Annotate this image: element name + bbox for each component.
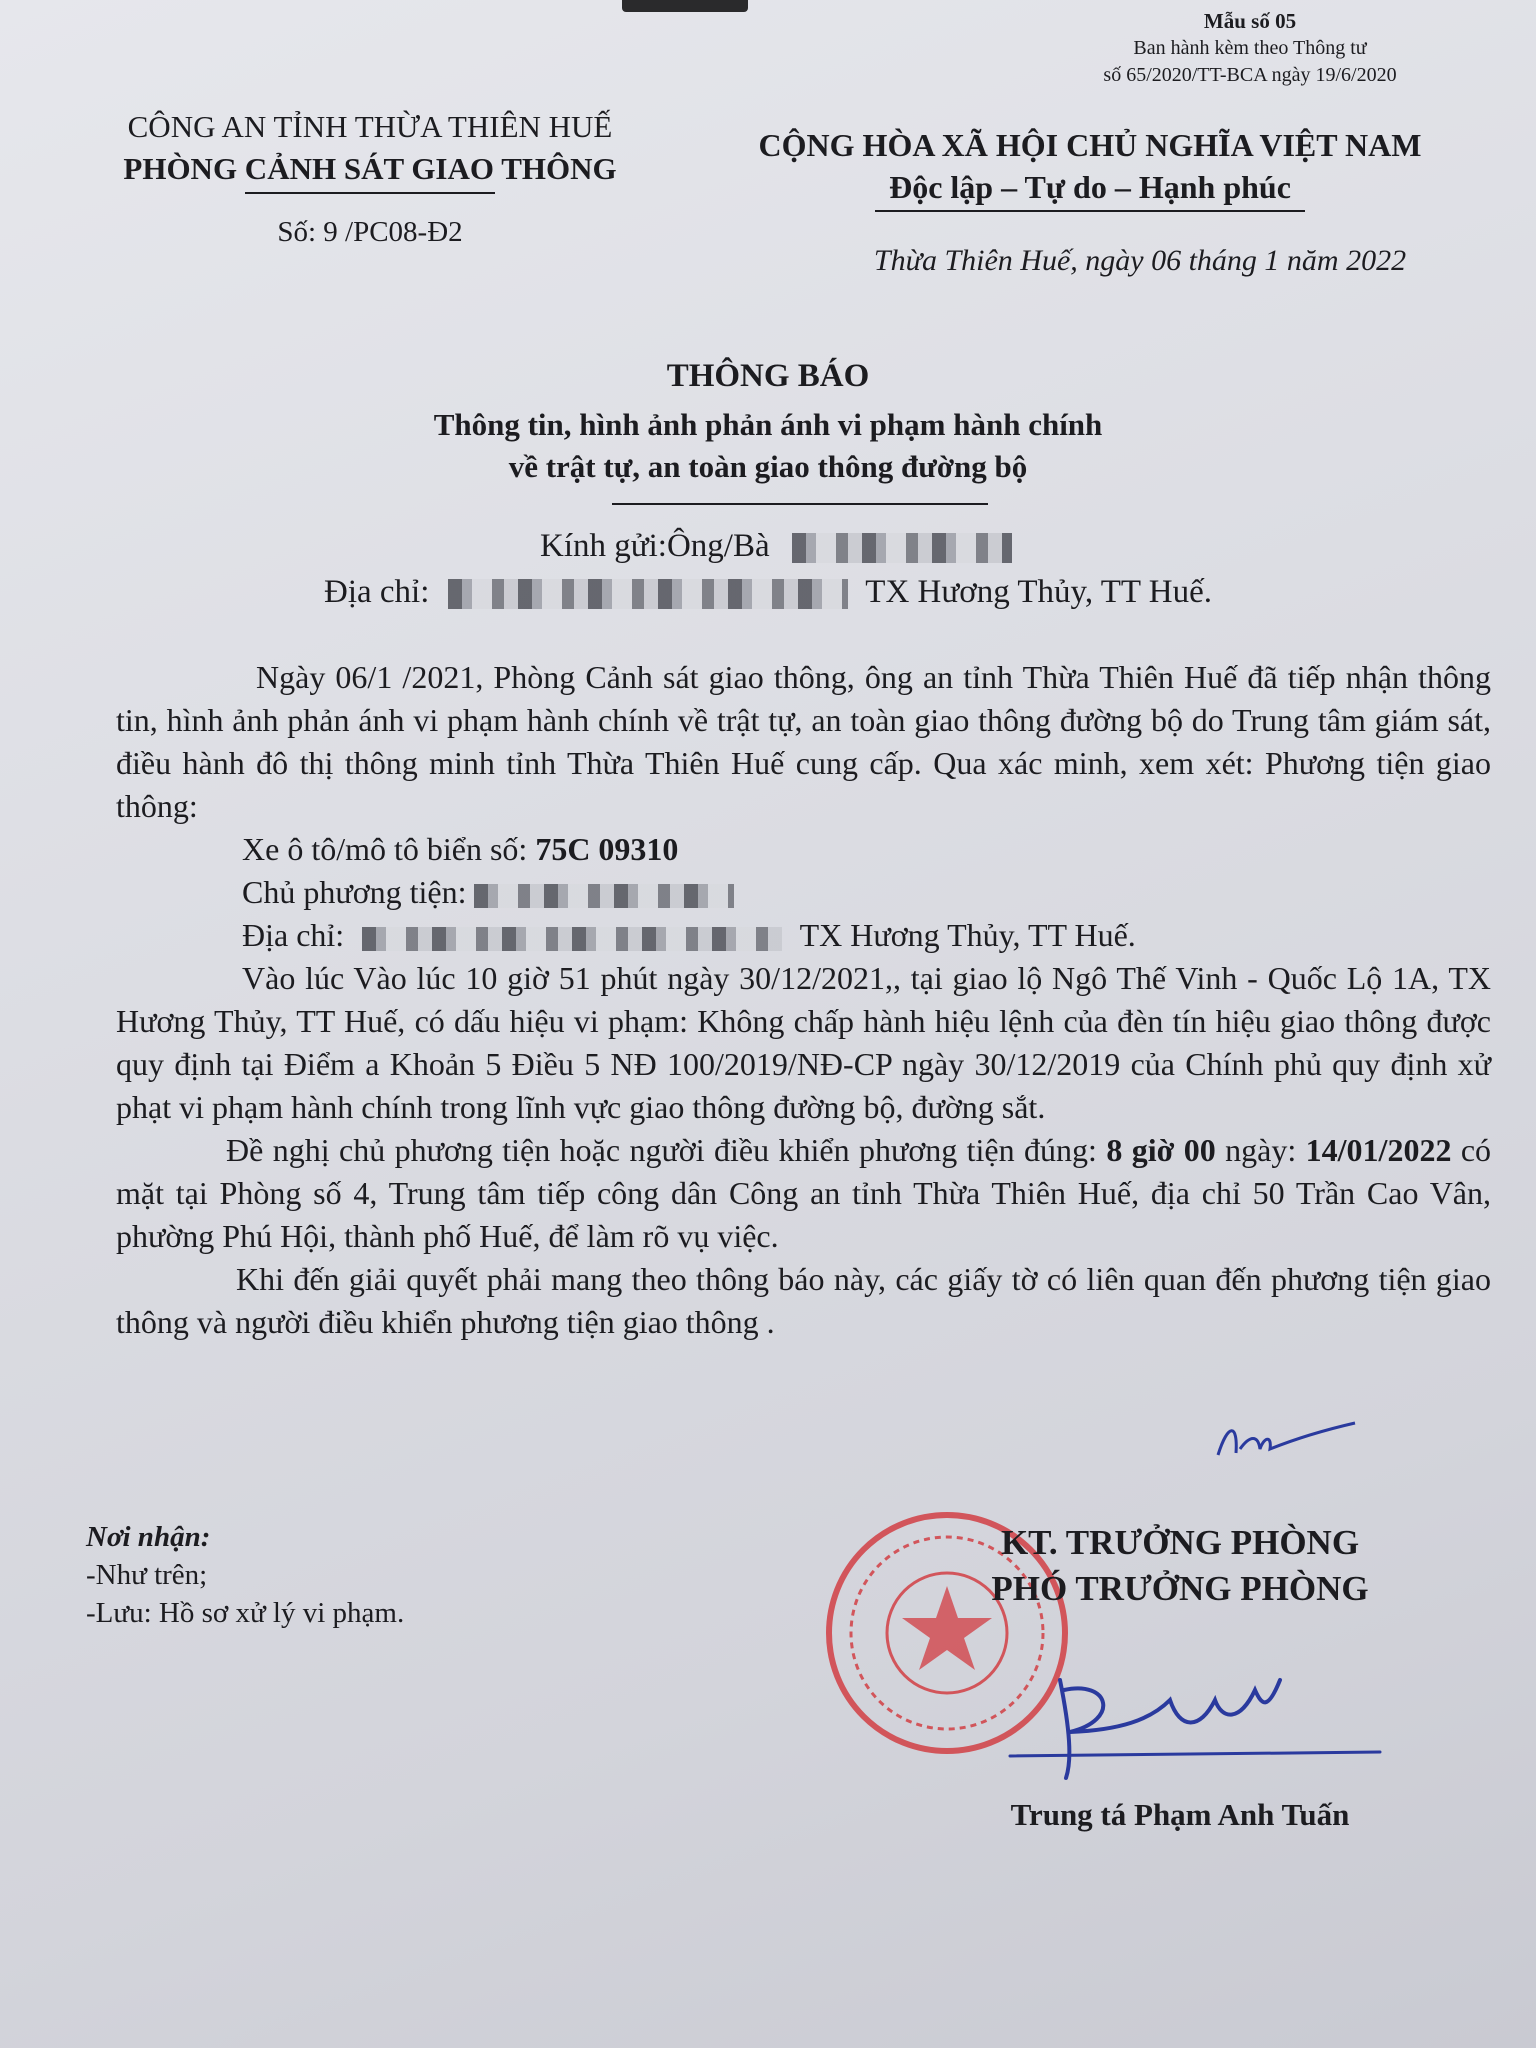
notice-body [116,656,1491,1344]
request-part2: có mặt tại Phòng số 4, Trung tâm tiếp công dân Công an tỉnh Thừa Thiên Huế, địa chỉ 50 Trần Cao Vân, phường Phú Hội, thành phố Huế, để làm rõ vụ việc. [116,1132,1492,1254]
notice-subtitle-line1: Thông tin, hình ảnh phản ánh vi phạm hành chính [433,407,1103,442]
redacted-address [448,579,848,609]
redacted-name [792,533,1012,563]
redacted-owner [474,884,734,908]
nation-name: CỘNG HÒA XÃ HỘI CHỦ NGHĨA VIỆT NAM [758,127,1422,163]
greeting-label: Kính gửi:Ông/Bà [540,528,770,564]
address-tail: TX Hương Thủy, TT Huế. [865,574,1212,610]
request-day-label: ngày: [1225,1132,1297,1168]
recipients-item-1: -Như trên; [86,1559,208,1591]
signature-title-line2: PHÓ TRƯỞNG PHÒNG [991,1569,1369,1608]
nation-header [690,124,1490,212]
signer-name: Trung tá Phạm Anh Tuấn [1010,1797,1350,1832]
owner-label: Chủ phương tiện: [242,874,467,910]
clipboard-clip [622,0,748,12]
paragraph-request [116,1129,1491,1258]
agency-underline [245,192,495,194]
owner-address-line [116,914,1491,957]
motto-underline [875,210,1305,212]
plate-line [116,828,1491,871]
request-part1: Đề nghị chủ phương tiện hoặc người điều khiển phương tiện đúng: [226,1132,1097,1168]
recipient-address [324,574,1212,611]
request-date: 14/01/2022 [1305,1132,1452,1168]
request-time: 8 giờ 00 [1106,1132,1216,1168]
owner-address-tail: TX Hương Thủy, TT Huế. [799,917,1136,953]
document-date: Thừa Thiên Huế, ngày 06 tháng 1 năm 2022 [873,244,1407,277]
redacted-owner-address [362,927,782,951]
document-number: Số: 9 /PC08-Đ2 [277,216,463,248]
plate-label: Xe ô tô/mô tô biển số: [242,831,528,867]
handwritten-signature [1000,1660,1400,1790]
notice-title: THÔNG BÁO [666,358,870,394]
form-number: Mẫu số 05 [1203,9,1297,33]
form-number-block [1040,8,1460,89]
paragraph-violation: Vào lúc Vào lúc 10 giờ 51 phút ngày 30/12/2021,, tại giao lộ Ngô Thế Vinh - Quốc Lộ 1A, TX Hương Thủy, TT Huế, có dấu hiệu vi phạm: Không chấp hành hiệu lệnh của đèn tín hiệu giao thông được quy định tại Điểm a Khoản 5 Điều 5 NĐ 100/2019/NĐ-CP ngày 30/12/2019 của Chính phủ quy định xử phạt vi phạm hành chính trong lĩnh vực giao thông đường bộ, đường sắt. [116,960,1491,1125]
recipients-item-2: -Lưu: Hồ sơ xử lý vi phạm. [86,1597,405,1629]
plate-number: 75C 09310 [535,831,679,867]
address-label: Địa chỉ: [324,574,430,610]
national-motto: Độc lập – Tự do – Hạnh phúc [889,169,1291,205]
paragraph-closing: Khi đến giải quyết phải mang theo thông báo này, các giấy tờ có liên quan đến phương tiện giao thông và người điều khiển phương tiện giao thông . [116,1261,1491,1340]
initial-signature [1210,1405,1360,1475]
owner-address-label: Địa chỉ: [242,917,345,953]
owner-line [116,871,1491,914]
notice-subtitle-line2: về trật tự, an toàn giao thông đường bộ [508,449,1028,484]
notice-subtitle [0,404,1536,488]
recipients-title: Nơi nhận: [86,1521,211,1553]
recipient-greeting [540,528,1012,565]
form-issued-with: Ban hành kèm theo Thông tư [1133,37,1367,59]
title-underline [612,503,988,505]
signature-title-line1: KT. TRƯỞNG PHÒNG [1000,1523,1360,1562]
recipients-block [86,1518,404,1632]
paragraph-intro: Ngày 06/1 /2021, Phòng Cảnh sát giao thông, ông an tỉnh Thừa Thiên Huế đã tiếp nhận thông tin, hình ảnh phản ánh vi phạm hành chính về trật tự, an toàn giao thông đường bộ do Trung tâm giám sát, điều hành đô thị thông minh tỉnh Thừa Thiên Huế cung cấp. Qua xác minh, xem xét: Phương tiện giao thông: [116,659,1491,824]
signature-block [900,1520,1460,1612]
department-name: PHÒNG CẢNH SÁT GIAO THÔNG [123,151,617,186]
agency-header [70,106,670,249]
form-circular: số 65/2020/TT-BCA ngày 19/6/2020 [1103,64,1397,86]
agency-name: CÔNG AN TỈNH THỪA THIÊN HUẾ [127,109,613,144]
